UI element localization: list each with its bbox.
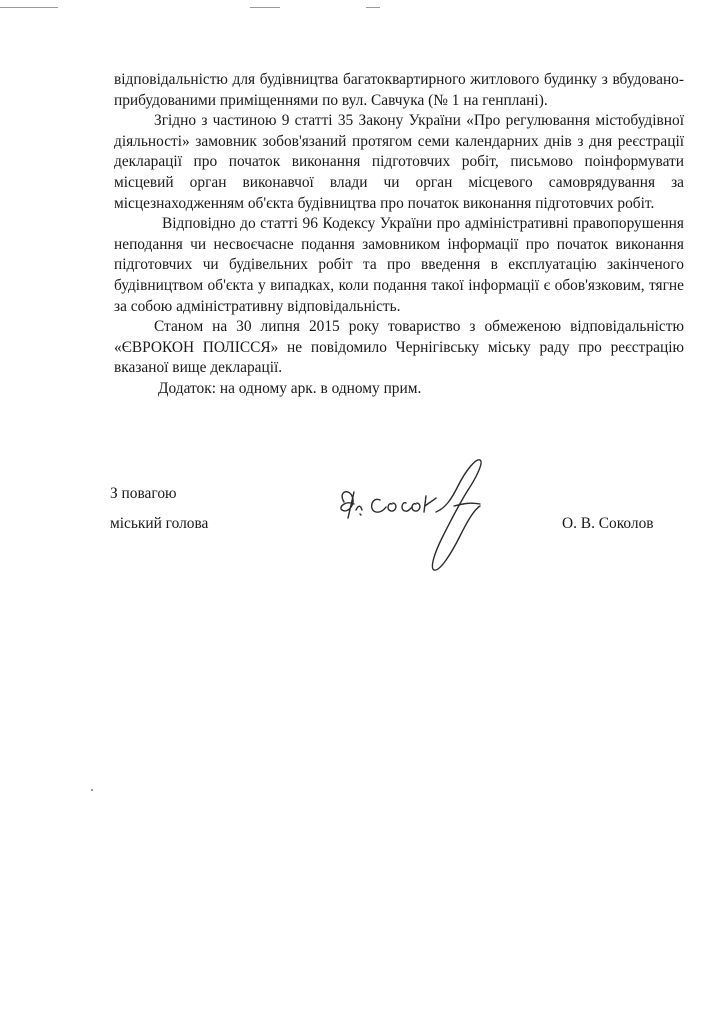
letter-body	[114, 70, 684, 400]
scan-artifact-line	[366, 7, 380, 8]
signatory-position: міський голова	[110, 515, 209, 532]
handwritten-signature	[330, 452, 530, 577]
paragraph-law-reference: Згідно з частиною 9 статті 35 Закону України «Про регулювання містобудівної діяльності» замовник зобов'язаний протягом семи календарних днів з дня реєстрації декларації про початок виконання підготовчих робіт, письмово поінформувати місцевий орган виконавчої влади чи орган місцевого самоврядування за місцезнаходженням об'єкта будівництва про початок виконання підготовчих робіт.	[114, 112, 684, 212]
paragraph-status: Станом на 30 липня 2015 року товариство з обмеженою відповідальністю «ЄВРОКОН ПОЛІССЯ» не повідомило Чернігівську міську раду про реєстрацію вказаної вище декларації.	[114, 318, 684, 377]
signatory-name: О. В. Соколов	[562, 515, 654, 532]
paragraph-appendix: Додаток: на одному арк. в одному прим.	[158, 379, 422, 397]
closing-regards: З повагою	[110, 485, 177, 502]
scan-artifact-line	[250, 7, 280, 8]
paragraph-code-reference: Відповідно до статті 96 Кодексу України про адміністративні правопорушення неподання чи несвоєчасне подання замовником інформації про початок виконання підготовчих чи будівельних робіт та про введення в експлуатацію закінченого будівництвом об'єкта у випадках, коли подання такої інформації є обов'язковим, тягне за собою адміністративну відповідальність.	[114, 215, 684, 315]
paragraph-continuation: відповідальністю для будівництва багатоквартирного житлового будинку з вбудовано-прибудованими приміщеннями по вул. Савчука (№ 1 на генплані).	[114, 71, 684, 109]
scan-speck	[91, 789, 93, 791]
scan-artifact-line	[0, 7, 58, 8]
